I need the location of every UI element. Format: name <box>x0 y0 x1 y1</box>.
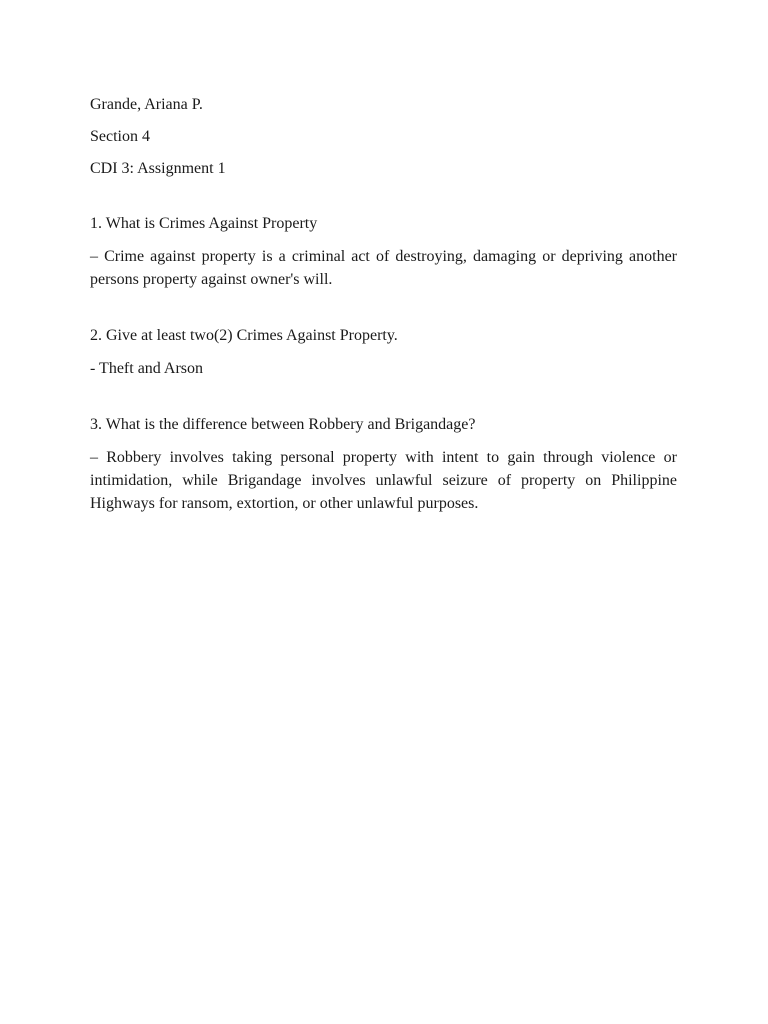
assignment-title: CDI 3: Assignment 1 <box>90 160 226 177</box>
question-1: 1. What is Crimes Against Property <box>90 215 318 232</box>
qa-item-1 <box>90 213 677 291</box>
question-2: 2. Give at least two(2) Crimes Against Property. <box>90 327 398 344</box>
document-page <box>90 94 677 515</box>
section-label: Section 4 <box>90 128 150 145</box>
qa-item-3 <box>90 414 677 515</box>
answer-2: - Theft and Arson <box>90 360 204 377</box>
student-name: Grande, Ariana P. <box>90 96 203 113</box>
answer-1: – Crime against property is a criminal act of destroying, damaging or depriving another persons property against owner's will. <box>90 248 677 288</box>
answer-3: – Robbery involves taking personal property with intent to gain through violence or intimidation, while Brigandage involves unlawful seizure of property on Philippine Highways for ransom, extortion, or other unlawful purposes. <box>90 449 677 512</box>
question-3: 3. What is the difference between Robbery and Brigandage? <box>90 416 476 433</box>
qa-item-2 <box>90 325 677 380</box>
